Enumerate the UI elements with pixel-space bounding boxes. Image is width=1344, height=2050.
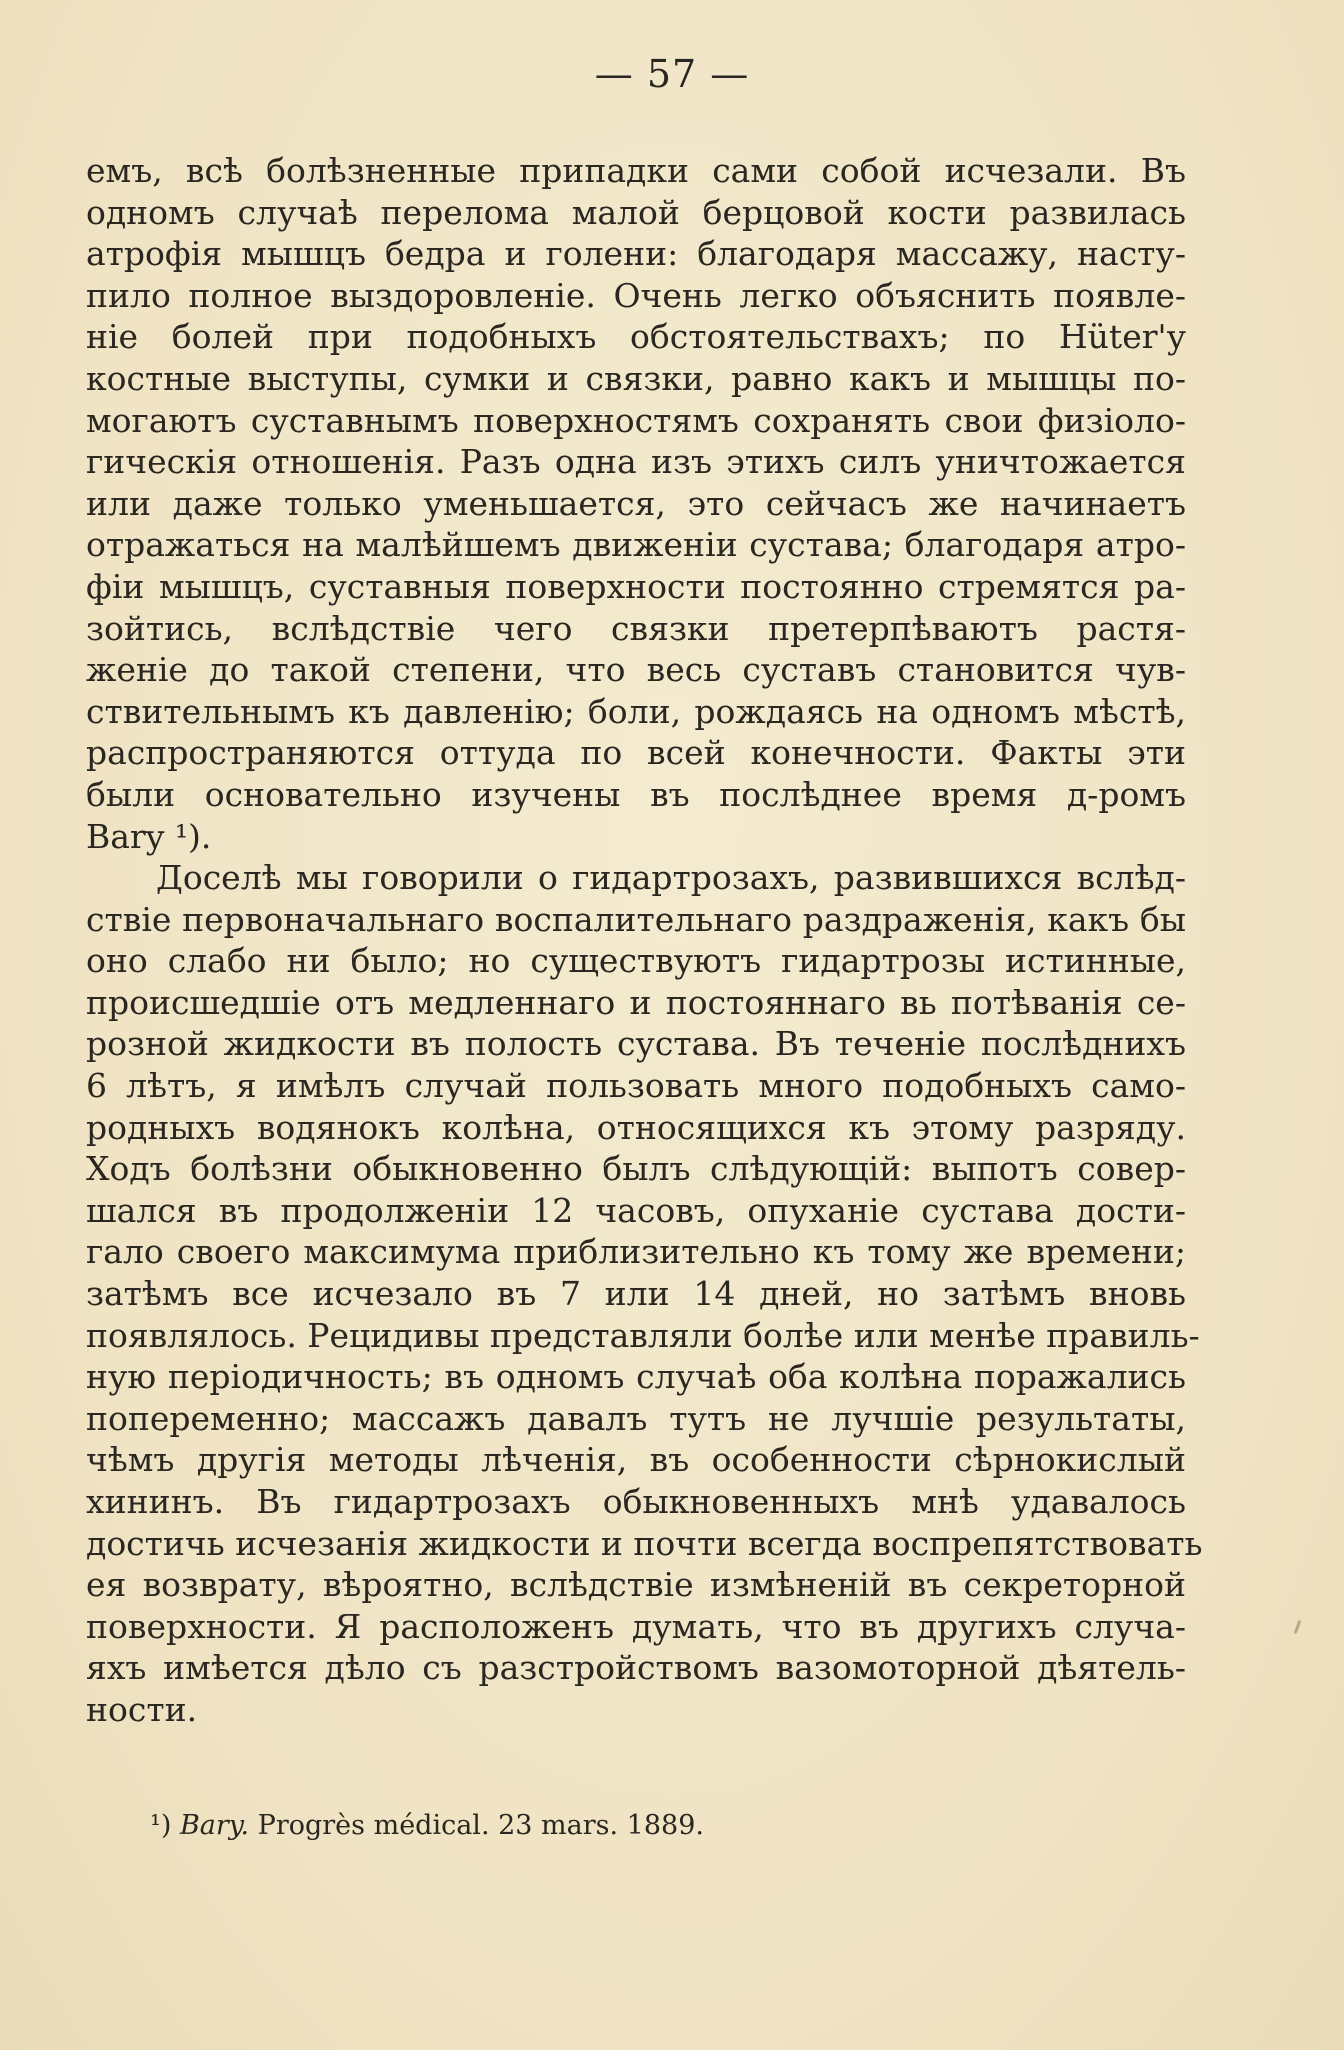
text-line: отражаться на малѣйшемъ движеніи сустава; благодаря атро-	[86, 525, 1186, 565]
text-line: попеременно; массажъ давалъ тутъ не лучшіе результаты,	[86, 1398, 1186, 1438]
paper-speck	[1294, 1620, 1302, 1634]
page-number: — 57 —	[594, 52, 750, 96]
text-line: одномъ случаѣ перелома малой берцовой кости развилась	[86, 192, 1186, 232]
text-line: родныхъ водянокъ колѣна, относящихся къ этому разряду.	[86, 1107, 1186, 1147]
text-line: появлялось. Рецидивы представляли болѣе или менѣе правиль-	[86, 1315, 1200, 1355]
text-line: емъ, всѣ болѣзненные припадки сами собой исчезали. Въ	[86, 151, 1186, 190]
footnote-text: Progrès médical. 23 mars. 1889.	[257, 1810, 704, 1841]
text-line: ствительнымъ къ давленію; боли, рождаясь на одномъ мѣстѣ,	[86, 691, 1186, 731]
text-line: гало своего максимума приблизительно къ тому же времени;	[86, 1232, 1186, 1272]
text-line: зойтись, вслѣдствіе чего связки претерпѣваютъ растя-	[86, 608, 1186, 648]
text-line: костные выступы, сумки и связки, равно какъ и мышцы по-	[86, 358, 1186, 398]
text-line: ея возврату, вѣроятно, вслѣдствіе измѣненій въ секреторной	[86, 1565, 1186, 1605]
text-line: фіи мышцъ, суставныя поверхности постоянно стремятся ра-	[86, 566, 1186, 606]
footnote-author: Bary.	[179, 1810, 250, 1841]
text-line: достичь исчезанія жидкости и почти всегда воспрепятствовать	[86, 1523, 1203, 1563]
body-text	[86, 150, 1203, 1731]
text-line: Ходъ болѣзни обыкновенно былъ слѣдующій: выпотъ совер-	[86, 1149, 1186, 1189]
text-line: были основательно изучены въ послѣднее время д-ромъ	[86, 774, 1186, 814]
text-line: гическія отношенія. Разъ одна изъ этихъ силъ уничтожается	[86, 442, 1186, 482]
text-line: могаютъ суставнымъ поверхностямъ сохранять свои физіоло-	[86, 400, 1186, 440]
text-line: затѣмъ все исчезало въ 7 или 14 дней, но затѣмъ вновь	[86, 1274, 1186, 1314]
text-line: оно слабо ни было; но существуютъ гидартрозы истинные,	[86, 941, 1186, 981]
text-line: 6 лѣтъ, я имѣлъ случай пользовать много подобныхъ само-	[86, 1066, 1186, 1106]
text-line: шался въ продолженіи 12 часовъ, опуханіе сустава дости-	[86, 1190, 1186, 1230]
text-line: или даже только уменьшается, это сейчасъ же начинаетъ	[86, 483, 1186, 523]
text-line: розной жидкости въ полость сустава. Въ теченіе послѣднихъ	[86, 1024, 1186, 1064]
text-line: распространяются оттуда по всей конечности. Факты эти	[86, 733, 1186, 773]
text-line: яхъ имѣется дѣло съ разстройствомъ вазомоторной дѣятель-	[86, 1648, 1186, 1688]
text-line: ности.	[86, 1689, 198, 1729]
text-line: ніе болей при подобныхъ обстоятельствахъ; по Hüter'у	[86, 317, 1186, 357]
text-line: происшедшіе отъ медленнаго и постояннаго вь потѣванія се-	[86, 982, 1186, 1022]
text-line: хининъ. Въ гидартрозахъ обыкновенныхъ мнѣ удавалось	[86, 1482, 1186, 1521]
text-line: Доселѣ мы говорили о гидартрозахъ, развившихся вслѣд-	[156, 858, 1186, 898]
text-line: пило полное выздоровленіе. Очень легко объяснить появле-	[86, 275, 1186, 315]
text-line: ную періодичность; въ одномъ случаѣ оба колѣна поражались	[86, 1357, 1186, 1397]
text-line: поверхности. Я расположенъ думать, что въ другихъ случа-	[86, 1606, 1186, 1646]
text-line: женіе до такой степени, что весь суставъ становится чув-	[86, 650, 1186, 690]
text-line: атрофія мышцъ бедра и голени: благодаря массажу, насту-	[86, 234, 1186, 274]
text-line: ствіе первоначальнаго воспалительнаго раздраженія, какъ бы	[86, 899, 1186, 939]
footnote-marker: ¹)	[150, 1810, 172, 1841]
text-line: Bary ¹).	[86, 816, 212, 856]
text-line: чѣмъ другія методы лѣченія, въ особенности сѣрнокислый	[86, 1440, 1186, 1480]
footnote	[150, 1810, 704, 1841]
